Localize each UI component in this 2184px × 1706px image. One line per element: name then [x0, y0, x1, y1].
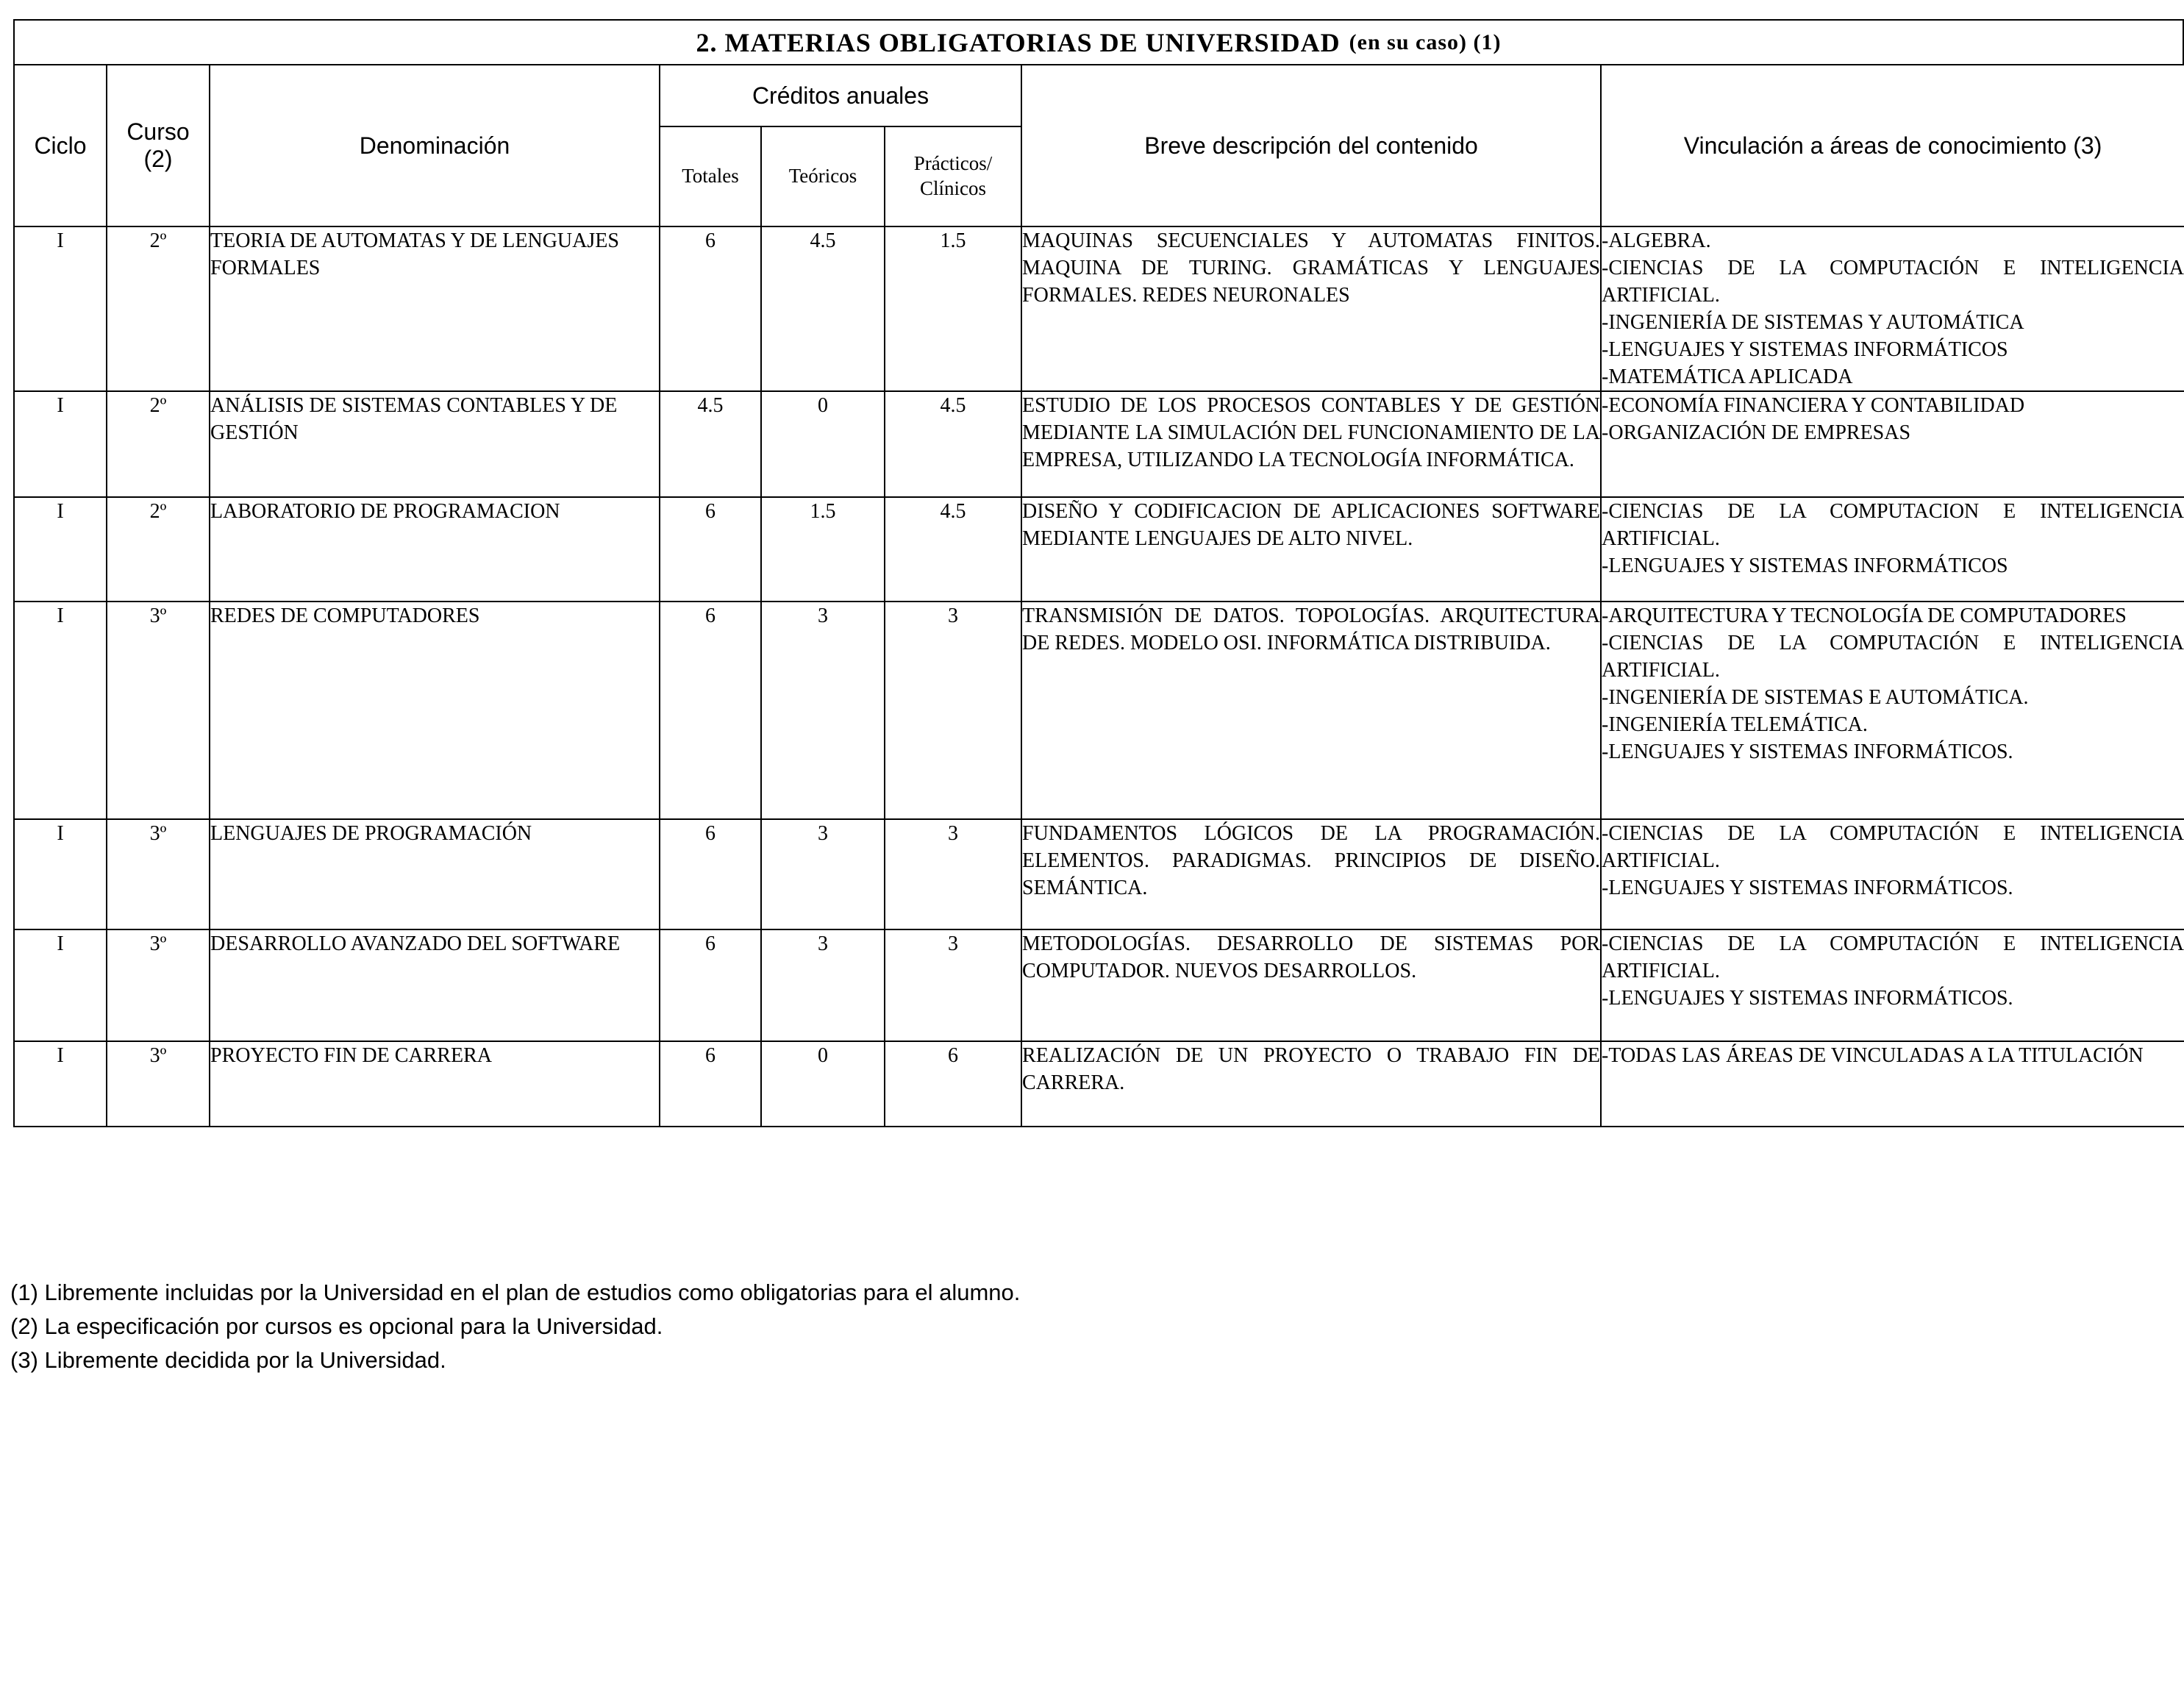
cell-curso: 2º	[107, 226, 210, 391]
cell-descripcion: REALIZACIÓN DE UN PROYECTO O TRABAJO FIN DE CARRERA.	[1021, 1041, 1601, 1127]
table-row	[14, 819, 2184, 929]
area-item: -TODAS LAS ÁREAS DE VINCULADAS A LA TITULACIÓN	[1602, 1044, 2144, 1067]
area-item: -CIENCIAS DE LA COMPUTACIÓN E INTELIGENCIA ARTIFICIAL.	[1602, 932, 2184, 982]
cell-denominacion: REDES DE COMPUTADORES	[210, 602, 660, 819]
area-item: -LENGUAJES Y SISTEMAS INFORMÁTICOS.	[1602, 877, 2013, 899]
area-item: -ARQUITECTURA Y TECNOLOGÍA DE COMPUTADORES	[1602, 604, 2127, 627]
header-curso-label: Curso	[126, 118, 190, 145]
cell-curso: 3º	[107, 929, 210, 1041]
cell-denominacion: TEORIA DE AUTOMATAS Y DE LENGUAJES FORMALES	[210, 226, 660, 391]
cell-practicos: 4.5	[885, 391, 1021, 497]
cell-areas	[1601, 819, 2184, 929]
cell-practicos: 3	[885, 819, 1021, 929]
header-creditos: Créditos anuales	[660, 65, 1021, 126]
area-item: -CIENCIAS DE LA COMPUTACIÓN E INTELIGENCIA ARTIFICIAL.	[1602, 822, 2184, 872]
cell-totales: 6	[660, 497, 761, 602]
cell-practicos: 4.5	[885, 497, 1021, 602]
header-teoricos: Teóricos	[761, 126, 885, 226]
cell-denominacion: DESARROLLO AVANZADO DEL SOFTWARE	[210, 929, 660, 1041]
cell-areas	[1601, 391, 2184, 497]
cell-totales: 6	[660, 819, 761, 929]
table-row	[14, 1041, 2184, 1127]
cell-teoricos: 0	[761, 1041, 885, 1127]
cell-curso: 3º	[107, 819, 210, 929]
footnote-1: (1) Libremente incluidas por la Universidad en el plan de estudios como obligatorias para el alumno.	[10, 1280, 1021, 1305]
cell-totales: 6	[660, 1041, 761, 1127]
header-ciclo: Ciclo	[14, 65, 107, 226]
subjects-table	[13, 64, 2184, 1127]
cell-descripcion: MAQUINAS SECUENCIALES Y AUTOMATAS FINITOS. MAQUINA DE TURING. GRAMÁTICAS Y LENGUAJES FORMALES. REDES NEURONALES	[1021, 226, 1601, 391]
footnote-3: (3) Libremente decidida por la Universidad.	[10, 1347, 446, 1373]
cell-descripcion: METODOLOGÍAS. DESARROLLO DE SISTEMAS POR COMPUTADOR. NUEVOS DESARROLLOS.	[1021, 929, 1601, 1041]
cell-totales: 6	[660, 929, 761, 1041]
cell-curso: 3º	[107, 1041, 210, 1127]
cell-areas	[1601, 1041, 2184, 1127]
cell-teoricos: 3	[761, 929, 885, 1041]
area-item: -INGENIERÍA DE SISTEMAS E AUTOMÁTICA.	[1602, 686, 2029, 709]
cell-denominacion: LABORATORIO DE PROGRAMACION	[210, 497, 660, 602]
header-curso	[107, 65, 210, 226]
area-item: -LENGUAJES Y SISTEMAS INFORMÁTICOS.	[1602, 987, 2013, 1010]
header-totales: Totales	[660, 126, 761, 226]
area-item: -CIENCIAS DE LA COMPUTACIÓN E INTELIGENCIA ARTIFICIAL.	[1602, 632, 2184, 682]
cell-areas	[1601, 226, 2184, 391]
cell-areas	[1601, 497, 2184, 602]
table-row	[14, 497, 2184, 602]
cell-denominacion: PROYECTO FIN DE CARRERA	[210, 1041, 660, 1127]
area-item: -CIENCIAS DE LA COMPUTACIÓN E INTELIGENCIA ARTIFICIAL.	[1602, 257, 2184, 307]
cell-ciclo: I	[14, 929, 107, 1041]
footnotes	[10, 1276, 1020, 1377]
footnote-2: (2) La especificación por cursos es opcional para la Universidad.	[10, 1313, 663, 1339]
header-curso-note: (2)	[143, 146, 173, 172]
cell-curso: 2º	[107, 497, 210, 602]
curriculum-sheet	[13, 19, 2184, 1127]
area-item: -INGENIERÍA TELEMÁTICA.	[1602, 713, 1868, 736]
cell-descripcion: DISEÑO Y CODIFICACION DE APLICACIONES SOFTWARE MEDIANTE LENGUAJES DE ALTO NIVEL.	[1021, 497, 1601, 602]
cell-curso: 2º	[107, 391, 210, 497]
table-row	[14, 391, 2184, 497]
header-practicos	[885, 126, 1021, 226]
area-item: -LENGUAJES Y SISTEMAS INFORMÁTICOS	[1602, 554, 2008, 577]
title-main: 2. MATERIAS OBLIGATORIAS DE UNIVERSIDAD	[696, 27, 1341, 57]
cell-teoricos: 3	[761, 602, 885, 819]
header-practicos-label: Prácticos/	[913, 152, 993, 175]
table-row	[14, 929, 2184, 1041]
area-item: -MATEMÁTICA APLICADA	[1602, 365, 1853, 388]
cell-ciclo: I	[14, 226, 107, 391]
cell-denominacion: LENGUAJES DE PROGRAMACIÓN	[210, 819, 660, 929]
cell-teoricos: 3	[761, 819, 885, 929]
cell-teoricos: 1.5	[761, 497, 885, 602]
cell-practicos: 3	[885, 929, 1021, 1041]
header-denominacion: Denominación	[210, 65, 660, 226]
cell-areas	[1601, 602, 2184, 819]
cell-curso: 3º	[107, 602, 210, 819]
table-row	[14, 226, 2184, 391]
cell-descripcion: FUNDAMENTOS LÓGICOS DE LA PROGRAMACIÓN. ELEMENTOS. PARADIGMAS. PRINCIPIOS DE DISEÑO. SEMÁNTICA.	[1021, 819, 1601, 929]
area-item: -LENGUAJES Y SISTEMAS INFORMÁTICOS	[1602, 338, 2008, 361]
cell-ciclo: I	[14, 391, 107, 497]
cell-ciclo: I	[14, 497, 107, 602]
cell-teoricos: 4.5	[761, 226, 885, 391]
title-suffix: (en su caso) (1)	[1349, 29, 1502, 54]
cell-totales: 6	[660, 226, 761, 391]
area-item: -LENGUAJES Y SISTEMAS INFORMÁTICOS.	[1602, 740, 2013, 763]
area-item: -INGENIERÍA DE SISTEMAS Y AUTOMÁTICA	[1602, 311, 2024, 334]
cell-practicos: 6	[885, 1041, 1021, 1127]
cell-totales: 6	[660, 602, 761, 819]
header-vinculacion: Vinculación a áreas de conocimiento (3)	[1601, 65, 2184, 226]
table-body	[14, 226, 2184, 1127]
cell-ciclo: I	[14, 602, 107, 819]
cell-teoricos: 0	[761, 391, 885, 497]
area-item: -ALGEBRA.	[1602, 229, 1711, 252]
table-title	[13, 19, 2184, 64]
cell-totales: 4.5	[660, 391, 761, 497]
area-item: -CIENCIAS DE LA COMPUTACION E INTELIGENCIA ARTIFICIAL.	[1602, 500, 2184, 550]
table-row	[14, 602, 2184, 819]
area-item: -ORGANIZACIÓN DE EMPRESAS	[1602, 421, 1911, 444]
header-clinicos-label: Clínicos	[920, 177, 987, 199]
cell-descripcion: TRANSMISIÓN DE DATOS. TOPOLOGÍAS. ARQUITECTURA DE REDES. MODELO OSI. INFORMÁTICA DISTRIBUIDA.	[1021, 602, 1601, 819]
cell-ciclo: I	[14, 819, 107, 929]
cell-ciclo: I	[14, 1041, 107, 1127]
area-item: -ECONOMÍA FINANCIERA Y CONTABILIDAD	[1602, 394, 2025, 417]
cell-practicos: 3	[885, 602, 1021, 819]
header-descripcion: Breve descripción del contenido	[1021, 65, 1601, 226]
cell-practicos: 1.5	[885, 226, 1021, 391]
cell-denominacion: ANÁLISIS DE SISTEMAS CONTABLES Y DE GESTIÓN	[210, 391, 660, 497]
cell-descripcion: ESTUDIO DE LOS PROCESOS CONTABLES Y DE GESTIÓN MEDIANTE LA SIMULACIÓN DEL FUNCIONAMIENTO DE LA EMPRESA, UTILIZANDO LA TECNOLOGÍA INFORMÁTICA.	[1021, 391, 1601, 497]
cell-areas	[1601, 929, 2184, 1041]
